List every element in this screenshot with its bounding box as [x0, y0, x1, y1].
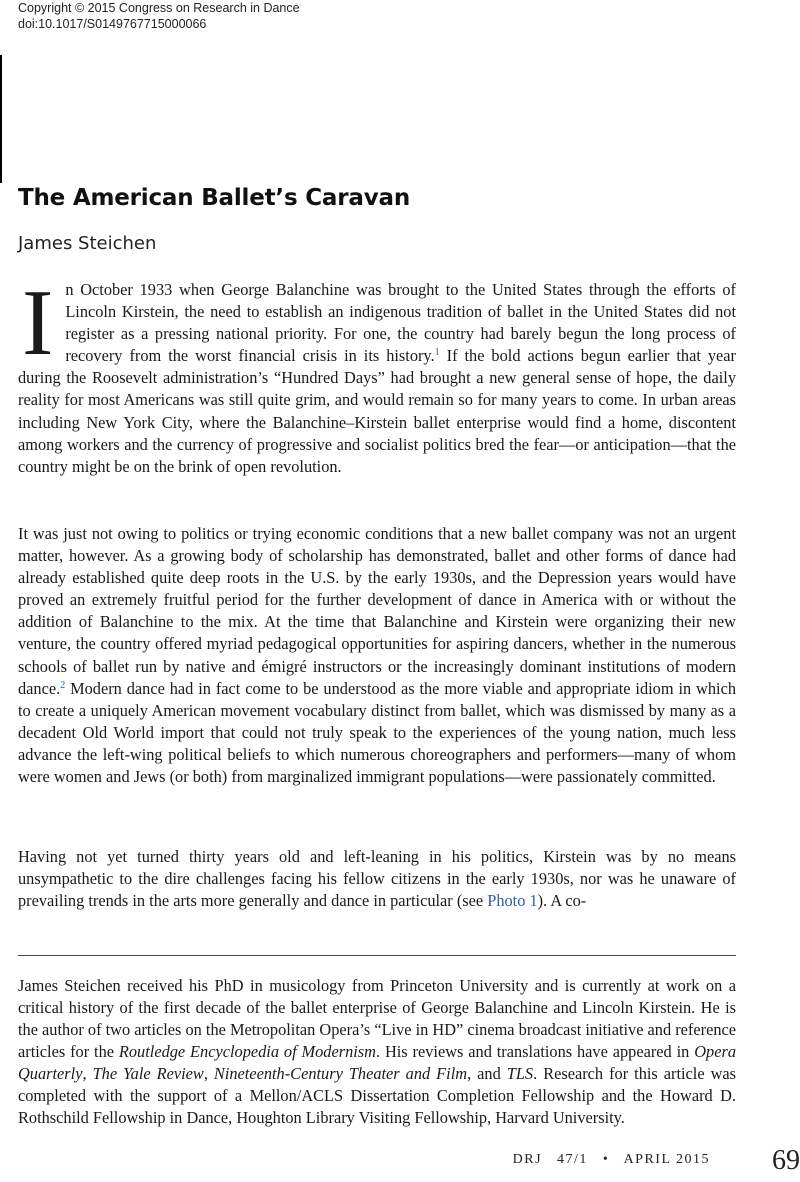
paragraph-3	[18, 846, 736, 912]
bio-text: received his PhD in musicology from Princeton University and is currently at work on a critical history of the first decade of the ballet enterprise of George Balanchine and Lincoln Kirstein. He is the author of two articles on the Metropolitan Opera’s “Live in HD” cinema broadcast initiative and reference articles for the	[18, 976, 736, 1061]
bio-title-nineteenth-century: Nineteenth-Century Theater and Film	[213, 1064, 468, 1083]
footnote-ref-1[interactable]: 1	[434, 347, 440, 359]
bio-text: . Research for this article was completed with the support of a Mellon/ACLS Dissertation Completion Fellowship and the Howard D. Rothschild Fellowship in Dance, Houghton Library Visiting Fellowship, Harvard University.	[18, 1064, 737, 1127]
footer-volume: 47/1	[557, 1152, 588, 1167]
footnote-ref-2[interactable]: 2	[60, 679, 66, 691]
footer-date: APRIL 2015	[623, 1152, 710, 1167]
copyright-line: Copyright © 2015 Congress on Research in Dance	[18, 1, 300, 15]
paragraph-2-text-b: Modern dance had in fact come to be understood as the more viable and appropriate idiom in which to create a uniquely American movement vocabulary distinct from ballet, which was dismissed by many as a decadent Old World import that could not truly speak to the experiences of the young nation, much less advance the left-wing political beliefs to which numerous choreographers and performers—many of whom were women and Jews (or both) from marginalized immigrant populations—were passionately committed.	[18, 678, 736, 787]
article-title: The American Ballet’s Caravan	[18, 185, 410, 211]
footer-separator: •	[602, 1152, 610, 1167]
footnote-divider	[18, 955, 736, 956]
paragraph-2	[18, 523, 736, 788]
page-number: 69	[772, 1145, 800, 1176]
paragraph-1-text-a: n October 1933 when George Balanchine was brought to the United States through the efforts of Lincoln Kirstein, the need to establish an indigenous tradition of ballet in the United States did not register as a pressing national priority. For one, the country had barely begun the long process of recovery from the worst financial crisis in its history.	[65, 280, 736, 366]
bio-title-opera-quarterly: Opera Quarterly	[18, 1042, 736, 1083]
drop-cap: I	[22, 271, 54, 375]
author-bio	[18, 975, 736, 1129]
paragraph-3-text-b: ). A co-	[537, 891, 587, 911]
paragraph-1	[18, 271, 736, 478]
bio-title-routledge: Routledge Encyclopedia of Modernism	[118, 1042, 376, 1061]
paragraph-2-text-a: It was just not owing to politics or trying economic conditions that a new ballet company was not an urgent matter, however. As a growing body of scholarship has demonstrated, ballet and other forms of dance had already established quite deep roots in the U.S. by the early 1930s, and the Depression years would have proved an extremely fruitful period for the further development of dance in America with or without the addition of Balanchine to the mix. At the time that Balanchine and Kirstein were organizing their new venture, the country offered myriad pedagogical opportunities for aspiring dancers, whether in the numerous schools of ballet run by native and émigré instructors or the increasingly dominant institutions of modern dance.	[18, 524, 736, 698]
bio-text: . His reviews and translations have appeared in	[375, 1042, 695, 1061]
running-footer	[513, 1152, 710, 1168]
bio-text: , and	[467, 1064, 507, 1083]
footer-journal: DRJ	[512, 1152, 543, 1167]
article-author: James Steichen	[18, 233, 157, 254]
bio-text: ,	[203, 1064, 214, 1083]
copyright-block	[18, 0, 300, 32]
bio-title-yale-review: The Yale Review	[92, 1064, 204, 1083]
bio-author-name: James Steichen	[18, 976, 121, 995]
photo-1-link[interactable]: Photo 1	[487, 891, 538, 911]
left-margin-rule	[0, 55, 2, 183]
bio-title-tls: TLS	[506, 1064, 534, 1083]
doi-line: doi:10.1017/S0149767715000066	[18, 17, 207, 31]
paragraph-3-text-a: Having not yet turned thirty years old and left-leaning in his politics, Kirstein was by no means unsympathetic to the dire challenges facing his fellow citizens in the early 1930s, nor was he unaware of prevailing trends in the arts more generally and dance in particular (see	[18, 847, 736, 911]
bio-text: ,	[82, 1064, 93, 1083]
paragraph-1-text-b: If the bold actions begun earlier that year during the Roosevelt administration’s “Hundred Days” had brought a new general sense of hope, the daily reality for most Americans was still quite grim, and would remain so for many years to come. In urban areas including New York City, where the Balanchine–Kirstein ballet enterprise would find a home, discontent among workers and the currency of progressive and socialist politics bred the fear—or anticipation—that the country might be on the brink of open revolution.	[18, 346, 736, 476]
